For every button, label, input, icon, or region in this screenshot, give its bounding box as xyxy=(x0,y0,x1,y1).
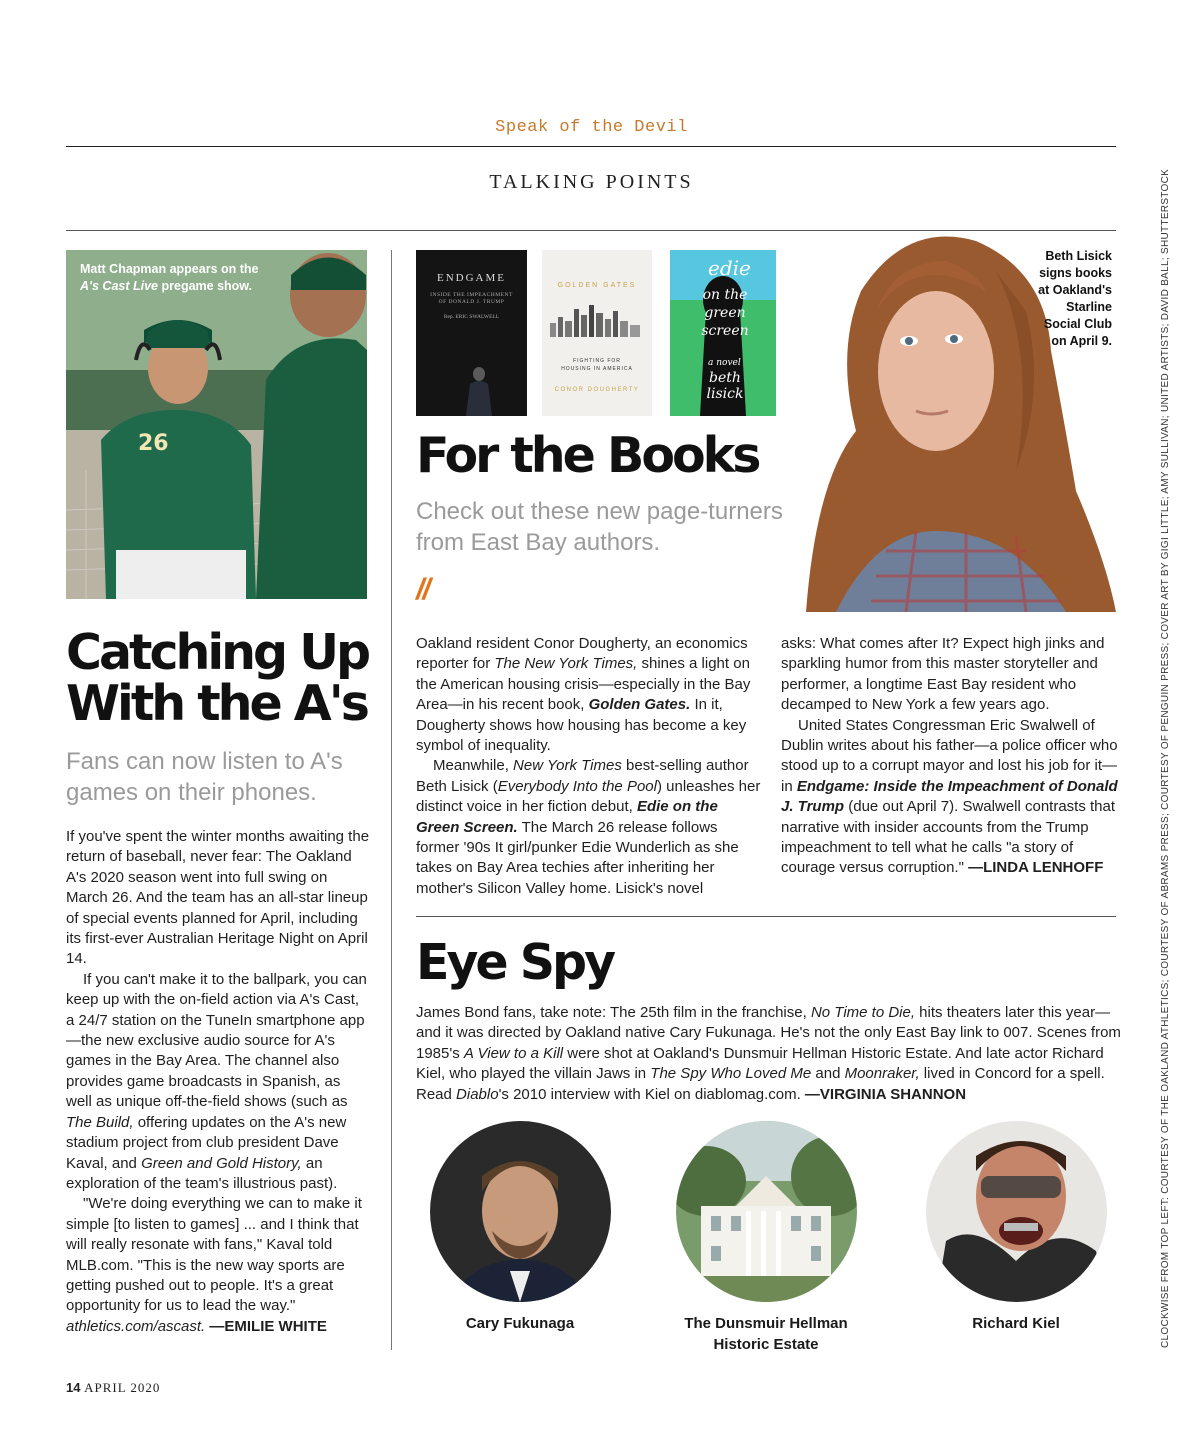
kiel-photo xyxy=(926,1121,1107,1302)
slashes-ornament: // xyxy=(416,573,429,606)
edie-author: beth lisick xyxy=(706,370,744,402)
eye-spy-rule xyxy=(416,916,1116,917)
book-cover-edie xyxy=(670,250,776,416)
column-divider xyxy=(391,250,392,1350)
eye-spy-headline: Eye Spy xyxy=(416,934,614,991)
book-cover-golden-gates xyxy=(542,250,652,416)
endgame-subtitle: INSIDE THE IMPEACHMENT OF DONALD J. TRUMP xyxy=(430,292,513,305)
endgame-figure xyxy=(416,346,527,416)
as-body: If you've spent the winter months awaiting the return of baseball, never fear: The Oakland A's 2020 season went into full swing on March 26. And the team has an all-star lineup of special events planned for April, including its first-ever Australian Heritage Night on April 14. If you can't make it to the ballpark, you can keep up with the on-field action via A's Cast, a 24/7 station on the TuneIn smartphone app—the new exclusive audio source for A's games in the Bay Area. The channel also provides game broadcasts in Spanish, as well as unique off-the-field shows (such as The Build, offering updates on the A's new stadium project from club president Dave Kaval, and Green and Gold History, an exploration of the team's illustrious past). "We're doing everything we can to make it simple [to listen to games] ... and I think that will really resonate with fans," Kaval told MLB.com. "This is the new way sports are getting pushed out to people. It's a great opportunity for us to lead the way." athletics.com/ascast. —EMILIE WHITE xyxy=(66,828,370,1335)
golden-gates-subtitle: FIGHTING FOR HOUSING IN AMERICA xyxy=(561,358,633,372)
caption-fukunaga: Cary Fukunaga xyxy=(465,1315,575,1332)
endgame-author: Rep. ERIC SWALWELL xyxy=(443,314,500,320)
folio: 14 APRIL 2020 xyxy=(66,1380,161,1395)
books-dek: Check out these new page-turners from East Bay authors. xyxy=(416,498,783,556)
caption-kiel: Richard Kiel xyxy=(972,1315,1060,1332)
golden-gates-skyline xyxy=(542,299,652,339)
edie-subtitle: a novel xyxy=(708,358,741,368)
kicker: Speak of the Devil xyxy=(495,118,688,137)
book-cover-endgame xyxy=(416,250,527,416)
as-dek: Fans can now listen to A's games on their phones. xyxy=(66,748,343,806)
caption-dunsmuir: The Dunsmuir Hellman Historic Estate xyxy=(684,1315,848,1353)
header-rule xyxy=(66,146,1116,147)
dunsmuir-photo-art xyxy=(676,1121,857,1302)
chapman-photo xyxy=(66,250,367,599)
lisick-photo-caption: Beth Lisick signs books at Oakland's Starline Social Club on April 9. xyxy=(1038,249,1112,348)
edie-title-2: on the green screen xyxy=(701,287,749,339)
golden-gates-author: CONOR DOUGHERTY xyxy=(554,387,640,393)
as-headline: Catching Up With the A's xyxy=(66,624,369,733)
eye-spy-body: James Bond fans, take note: The 25th film in the franchise, No Time to Die, hits theaters later this year—and it was directed by Oakland native Cary Fukunaga. He's not the only East Bay link to 007. Scenes from 1985's A View to a Kill were shot at Oakland's Dunsmuir Hellman Historic Estate. And late actor Richard Kiel, who played the villain Jaws in The Spy Who Loved Me and Moonraker, lived in Concord for a spell. Read Diablo's 2010 interview with Kiel on diablomag.com. —VIRGINIA SHANNON xyxy=(416,1004,1121,1103)
books-body-col2: asks: What comes after It? Expect high jinks and sparkling humor from this master storyteller and performer, a longtime East Bay resident who decamped to New York a few years ago. United States Congressman Eric Swalwell of Dublin writes about his father—a police officer who stood up to a corrupt mayor and lost his job for it—in Endgame: Inside the Impeachment of Donald J. Trump (due out April 7). Swalwell contrasts that narrative with insider accounts from the Trump impeachment to tell what he calls "a story of courage versus corruption." —LINDA LENHOFF xyxy=(781,635,1118,877)
section-rule-left xyxy=(66,230,776,231)
dunsmuir-photo xyxy=(676,1121,857,1302)
fukunaga-photo xyxy=(430,1121,611,1302)
jersey-number: 26 xyxy=(138,431,169,456)
golden-gates-title: GOLDEN GATES xyxy=(557,282,637,289)
edie-title-1: edie xyxy=(708,256,751,280)
chapman-photo-art xyxy=(66,250,367,599)
photo-credits: CLOCKWISE FROM TOP LEFT: COURTESY OF THE OAKLAND ATHLETICS; COURTESY OF ABRAMS PRESS; COURTESY OF PENGUIN PRESS; COVER ART BY GIGI LITTLE; AMY SULLIVAN; UNITED ARTISTS; DAVID BALL; SHUTTERSTOCK xyxy=(1160,168,1171,1348)
books-body-col1: Oakland resident Conor Dougherty, an economics reporter for The New York Times, shines a light on the American housing crisis—especially in the Bay Area—in his recent book, Golden Gates. In it, Dougherty shows how housing has become a key symbol of inequality. Meanwhile, New York Times best-selling author Beth Lisick (Everybody Into the Pool) unleashes her distinct voice in her fiction debut, Edie on the Green Screen. The March 26 release follows former '90s It girl/punker Edie Wunderlich as she takes on Bay Area techies after inheriting her mother's Silicon Valley home. Lisick's novel xyxy=(416,635,761,897)
endgame-title: ENDGAME xyxy=(437,272,506,284)
fukunaga-photo-art xyxy=(430,1121,611,1302)
section-title: TALKING POINTS xyxy=(489,171,694,193)
kiel-photo-art xyxy=(926,1121,1107,1302)
books-headline: For the Books xyxy=(416,427,759,484)
chapman-photo-caption: Matt Chapman appears on the A's Cast Live pregame show. xyxy=(80,262,259,293)
